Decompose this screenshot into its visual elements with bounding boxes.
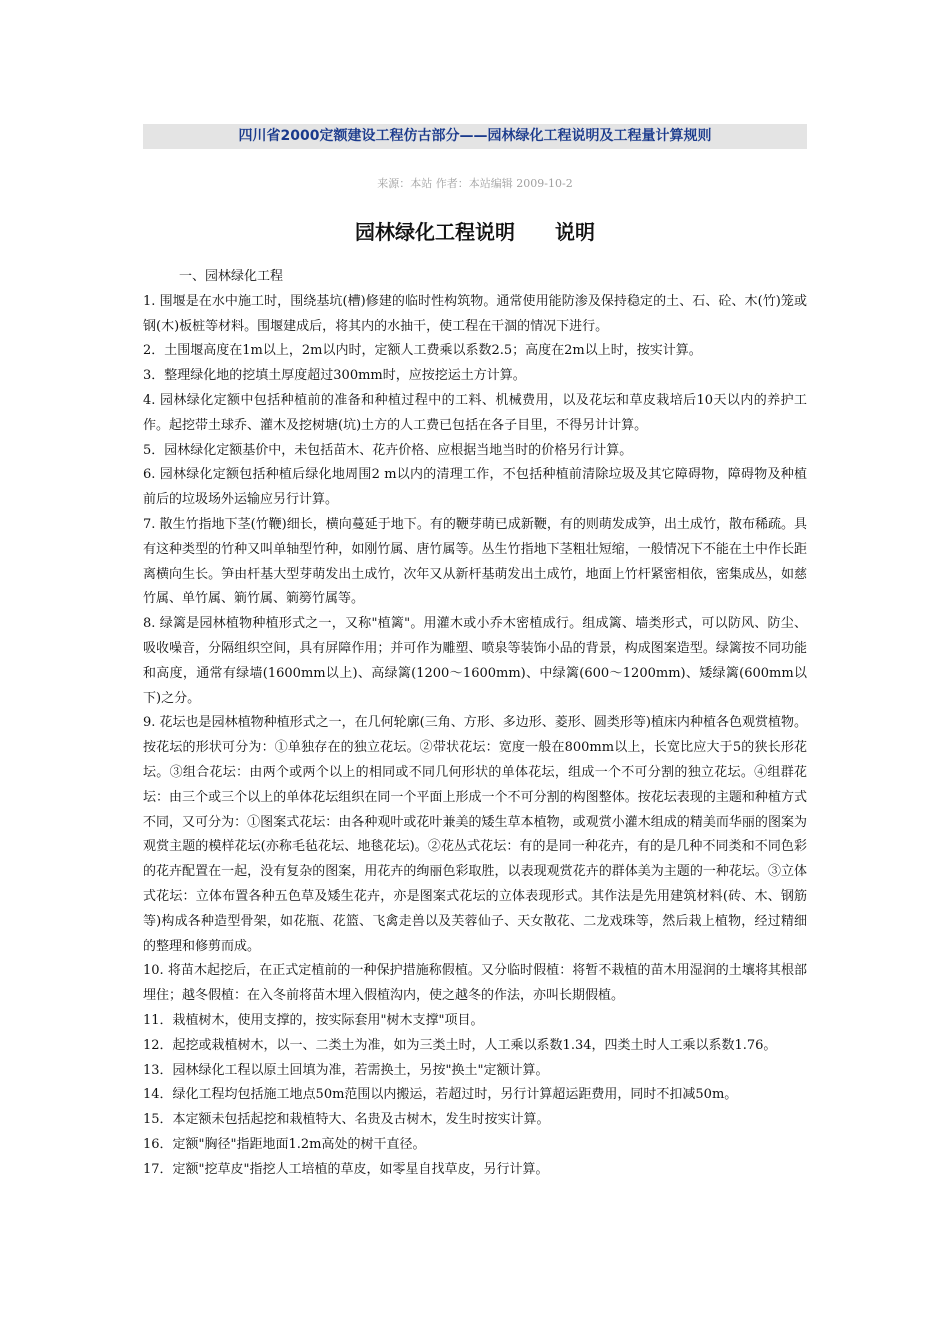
paragraph-6: 6. 园林绿化定额包括种植后绿化地周围2 m以内的清理工作，不包括种植前清除垃圾及其它障碍物，障碍物及种植前后的垃圾场外运输应另行计算。 [143, 467, 807, 508]
paragraph-11: 11．栽植树木，使用支撑的，按实际套用"树木支撑"项目。 [143, 1012, 484, 1028]
paragraph-8: 8. 绿篱是园林植物种植形式之一，又称"植篱"。用灌木或小乔木密植成行。组成篱、墙类形式，可以防风、防尘、吸收噪音，分隔组织空间，具有屏障作用；并可作为雕塑、喷泉等装饰小品的背景，构成图案造型。绿篱按不同功能和高度，通常有绿墙(1600mm以上)、高绿篱(1200～1600mm)、中绿篱(600～1200mm)、矮绿篱(600mm以下)之分。 [143, 616, 807, 706]
paragraph-1: 1. 围堰是在水中施工时，围绕基坑(槽)修建的临时性构筑物。通常使用能防渗及保持稳定的土、石、砼、木(竹)笼或钢(木)板桩等材料。围堰建成后，将其内的水抽干，使工程在干涸的情况下进行。 [143, 293, 807, 334]
paragraph-12: 12．起挖或栽植树木，以一、二类土为准，如为三类土时，人工乘以系数1.34，四类土时人工乘以系数1.76。 [143, 1037, 777, 1053]
paragraph-10: 10. 将苗木起挖后，在正式定植前的一种保护措施称假植。又分临时假植：将暂不栽植的苗木用湿润的土壤将其根部埋住；越冬假植：在入冬前将苗木埋入假植沟内，使之越冬的作法，亦叫长期假植。 [143, 963, 807, 1004]
article-body [143, 265, 807, 1182]
paragraph-4: 4. 园林绿化定额中包括种植前的准备和种植过程中的工料、机械费用，以及花坛和草皮栽培后10天以内的养护工作。起挖带土球乔、灌木及挖树塘(坑)土方的人工费已包括在各子目里，不得另计计算。 [143, 392, 807, 433]
paragraph-3: 3．整理绿化地的挖填土厚度超过300mm时，应按挖运土方计算。 [143, 368, 526, 384]
paragraph-14: 14．绿化工程均包括施工地点50m范围以内搬运，若超过时，另行计算超运距费用，同时不扣减50m。 [143, 1087, 738, 1103]
paragraph-9: 9. 花坛也是园林植物种植形式之一，在几何轮廓(三角、方形、多边形、菱形、圆类形等)植床内种植各色观赏植物。按花坛的形状可分为：①单独存在的独立花坛。②带状花坛：宽度一般在800mm以上，长宽比应大于5的狭长形花坛。③组合花坛：由两个或两个以上的相同或不同几何形状的单体花坛，组成一个不可分割的独立花坛。④组群花坛：由三个或三个以上的单体花坛组织在同一个平面上形成一个不可分割的构图整体。按花坛表现的主题和种植方式不同，又可分为：①图案式花坛：由各种观叶或花叶兼美的矮生草本植物，或观赏小灌木组成的精美而华丽的图案为观赏主题的模样花坛(亦称毛毡花坛、地毯花坛)。②花丛式花坛：有的是同一种花卉，有的是几种不同类和不同色彩的花卉配置在一起，没有复杂的图案，用花卉的绚丽色彩取胜，以表现观赏花卉的群体美为主题的一种花坛。③立体式花坛：立体布置各种五色草及矮生花卉，亦是图案式花坛的立体表现形式。其作法是先用建筑材料(砖、木、钢筋等)构成各种造型骨架，如花瓶、花篮、飞禽走兽以及芙蓉仙子、天女散花、二龙戏珠等，然后栽上植物，经过精细的整理和修剪而成。 [143, 715, 807, 954]
paragraph-2: 2．土围堰高度在1m以上，2m以内时，定额人工费乘以系数2.5；高度在2m以上时，按实计算。 [143, 343, 702, 359]
article-meta: 来源：本站 作者：本站编辑 2009-10-2 [377, 177, 573, 190]
paragraph-5: 5．园林绿化定额基价中，未包括苗木、花卉价格、应根据当地当时的价格另行计算。 [143, 442, 633, 458]
paragraph-7: 7. 散生竹指地下茎(竹鞭)细长，横向蔓延于地下。有的鞭芽萌已成新鞭，有的则萌发成笋，出土成竹，散布稀疏。具有这种类型的竹种又叫单轴型竹种，如刚竹属、唐竹属等。丛生竹指地下茎粗壮短缩，一般情况下不能在土中作长距离横向生长。笋由杆基大型芽萌发出土成竹，次年又从新杆基萌发出土成竹，地面上竹杆紧密相依，密集成丛，如慈竹属、单竹属、箣竹属、箣簩竹属等。 [143, 516, 807, 607]
section-heading: 园林绿化工程说明 说明 [355, 220, 595, 244]
paragraph-13: 13．园林绿化工程以原土回填为准，若需换土，另按"换土"定额计算。 [143, 1062, 549, 1078]
paragraph-15: 15．本定额未包括起挖和栽植特大、名贵及古树木，发生时按实计算。 [143, 1112, 550, 1128]
article-title: 四川省2000定额建设工程仿古部分——园林绿化工程说明及工程量计算规则 [143, 124, 807, 149]
paragraph-17: 17．定额"挖草皮"指挖人工培植的草皮，如零星自找草皮，另行计算。 [143, 1161, 549, 1177]
paragraph-16: 16．定额"胸径"指距地面1.2m高处的树干直径。 [143, 1136, 426, 1152]
subsection-title: 一、园林绿化工程 [179, 269, 284, 284]
